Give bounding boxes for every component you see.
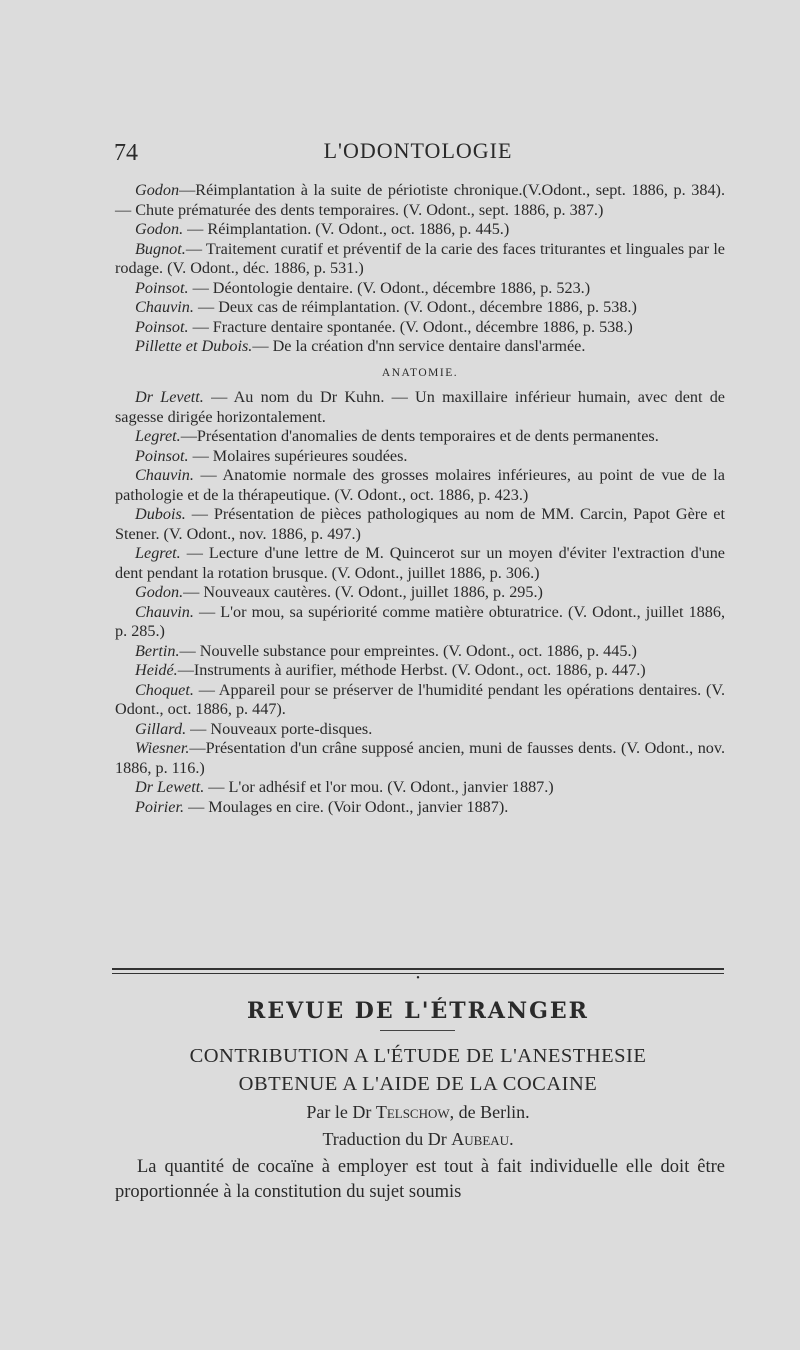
entry-author: Poinsot. — [135, 446, 189, 465]
bibliography-list-part1 — [115, 181, 725, 357]
bibliography-entry — [115, 778, 725, 798]
bibliography-entry — [115, 279, 725, 299]
entry-text: — Fracture dentaire spontanée. (V. Odont., décembre 1886, p. 538.) — [188, 317, 633, 336]
entry-text: — L'or adhésif et l'or mou. (V. Odont., janvier 1887.) — [204, 778, 554, 796]
article-title-line1: CONTRIBUTION A L'ÉTUDE DE L'ANESTHESIE — [189, 1045, 647, 1067]
article-title-line2: OBTENUE A L'AIDE DE LA COCAINE — [238, 1073, 598, 1095]
bibliography-body — [115, 181, 725, 817]
page-header — [112, 138, 724, 168]
bibliography-entry — [115, 427, 725, 447]
bibliography-list-part2 — [115, 388, 725, 817]
entry-text: — Traitement curatif et préventif de la carie des faces triturantes et linguales par le rodage. (V. Odont., déc. 1886, p. 531.) — [115, 239, 725, 277]
divider-rule — [112, 968, 724, 970]
entry-text: — De la création d'nn service dentaire dansl'armée. — [252, 337, 586, 355]
entry-text: —Présentation d'un crâne supposé ancien, muni de fausses dents. (V. Odont., nov. 1886, p. 116.) — [115, 739, 725, 777]
bibliography-entry — [115, 720, 725, 740]
entry-text: — Déontologie dentaire. (V. Odont., décembre 1886, p. 523.) — [188, 278, 591, 297]
short-rule — [380, 1030, 455, 1031]
entry-text: — Réimplantation. (V. Odont., oct. 1886, p. 445.) — [183, 220, 510, 238]
bibliography-entry — [115, 642, 725, 662]
entry-author: Godon — [135, 181, 180, 199]
entry-author: Choquet. — [135, 680, 194, 699]
entry-text: — Nouveaux cautères. (V. Odont., juillet 1886, p. 295.) — [183, 583, 543, 601]
entry-text: — L'or mou, sa supériorité comme matière obturatrice. (V. Odont., juillet 1886, p. 285.) — [115, 602, 725, 640]
entry-text: — Anatomie normale des grosses molaires inférieures, au point de vue de la pathologie et de la thérapeutique. (V. Odont., oct. 1886, p. 423.) — [115, 466, 725, 504]
entry-author: Pillette et Dubois. — [135, 337, 253, 355]
entry-author: Dr Lewett. — [135, 778, 205, 796]
double-rule-divider — [112, 968, 724, 983]
entry-author: Chauvin. — [135, 298, 194, 316]
entry-author: Dr Levett. — [135, 388, 204, 406]
entry-text: —Réimplantation à la suite de périotiste chronique.(V.Odont., sept. 1886, p. 384). — Chute prématurée des dents temporaires. (V. Odont., sept. 1886, p. 387.) — [115, 181, 725, 219]
bibliography-entry — [115, 681, 725, 720]
entry-author: Godon. — [135, 220, 184, 238]
bibliography-entry — [115, 505, 725, 544]
entry-text: — Nouveaux porte-disques. — [186, 719, 373, 738]
article-translator — [112, 1129, 724, 1150]
opening-paragraph: La quantité de cocaïne à employer est tout à fait individuelle elle doit être proportionnée à la constitution du sujet soumis — [115, 1157, 725, 1202]
bibliography-entry — [115, 220, 725, 240]
article-opening — [115, 1155, 725, 1205]
section-heading-anatomie: ANATOMIE. — [381, 366, 459, 379]
entry-author: Dubois. — [135, 505, 186, 523]
entry-text: — Nouvelle substance pour empreintes. (V. Odont., oct. 1886, p. 445.) — [179, 641, 637, 660]
bibliography-entry — [115, 240, 725, 279]
entry-author: Wiesner. — [135, 739, 190, 757]
byline-prefix: Par le Dr — [306, 1102, 376, 1122]
bibliography-entry — [115, 298, 725, 318]
translator-suffix: . — [509, 1129, 514, 1149]
entry-author: Gillard. — [135, 719, 187, 738]
bibliography-entry — [115, 544, 725, 583]
entry-author: Poirier. — [135, 797, 185, 816]
bibliography-entry — [115, 466, 725, 505]
section-heading-revue: REVUE DE L'ÉTRANGER — [247, 998, 589, 1024]
bibliography-entry — [115, 447, 725, 467]
running-title: L'ODONTOLOGIE — [323, 138, 513, 163]
bibliography-entry — [115, 337, 725, 357]
article-byline — [112, 1102, 724, 1123]
bibliography-entry — [115, 318, 725, 338]
entry-text: — Deux cas de réimplantation. (V. Odont., décembre 1886, p. 538.) — [193, 298, 637, 316]
translator-name: Aubeau — [451, 1129, 510, 1149]
entry-text: — Présentation de pièces pathologiques au nom de MM. Carcin, Papot Gère et Stener. (V. Odont., nov. 1886, p. 497.) — [115, 505, 725, 543]
entry-text: — Lecture d'une lettre de M. Quincerot sur un moyen d'éviter l'extraction d'une dent pendant la rotation brusque. (V. Odont., juillet 1886, p. 306.) — [115, 544, 725, 582]
ornament-dot: • — [416, 973, 420, 984]
entry-text: — Molaires supérieures soudées. — [188, 446, 408, 465]
entry-author: Chauvin. — [135, 466, 194, 484]
bibliography-entry — [115, 739, 725, 778]
author-name: Telschow — [375, 1102, 450, 1122]
page-number: 74 — [114, 140, 138, 166]
bibliography-entry — [115, 661, 725, 681]
entry-author: Godon. — [135, 583, 184, 601]
bibliography-entry — [115, 603, 725, 642]
bibliography-entry — [115, 181, 725, 220]
entry-text: —Présentation d'anomalies de dents temporaires et de dents permanentes. — [180, 427, 659, 445]
bibliography-entry — [115, 798, 725, 818]
entry-author: Legret. — [135, 544, 181, 562]
entry-author: Bertin. — [135, 641, 180, 660]
entry-text: — Appareil pour se préserver de l'humidité pendant les opérations dentaires. (V. Odont., oct. 1886, p. 447). — [115, 680, 725, 718]
entry-author: Heidé. — [135, 661, 178, 679]
entry-text: —Instruments à aurifier, méthode Herbst. (V. Odont., oct. 1886, p. 447.) — [177, 661, 646, 679]
entry-author: Poinsot. — [135, 317, 189, 336]
entry-text: — Moulages en cire. (Voir Odont., janvier 1887). — [184, 797, 509, 816]
entry-text: — Au nom du Dr Kuhn. — Un maxillaire inférieur humain, avec dent de sagesse dirigée horizontalement. — [115, 388, 725, 426]
entry-author: Bugnot. — [135, 239, 186, 258]
entry-author: Chauvin. — [135, 602, 194, 621]
entry-author: Legret. — [135, 427, 181, 445]
bibliography-entry — [115, 583, 725, 603]
translator-prefix: Traduction du Dr — [322, 1129, 452, 1149]
entry-author: Poinsot. — [135, 278, 189, 297]
bibliography-entry — [115, 388, 725, 427]
byline-suffix: , de Berlin. — [449, 1102, 530, 1122]
